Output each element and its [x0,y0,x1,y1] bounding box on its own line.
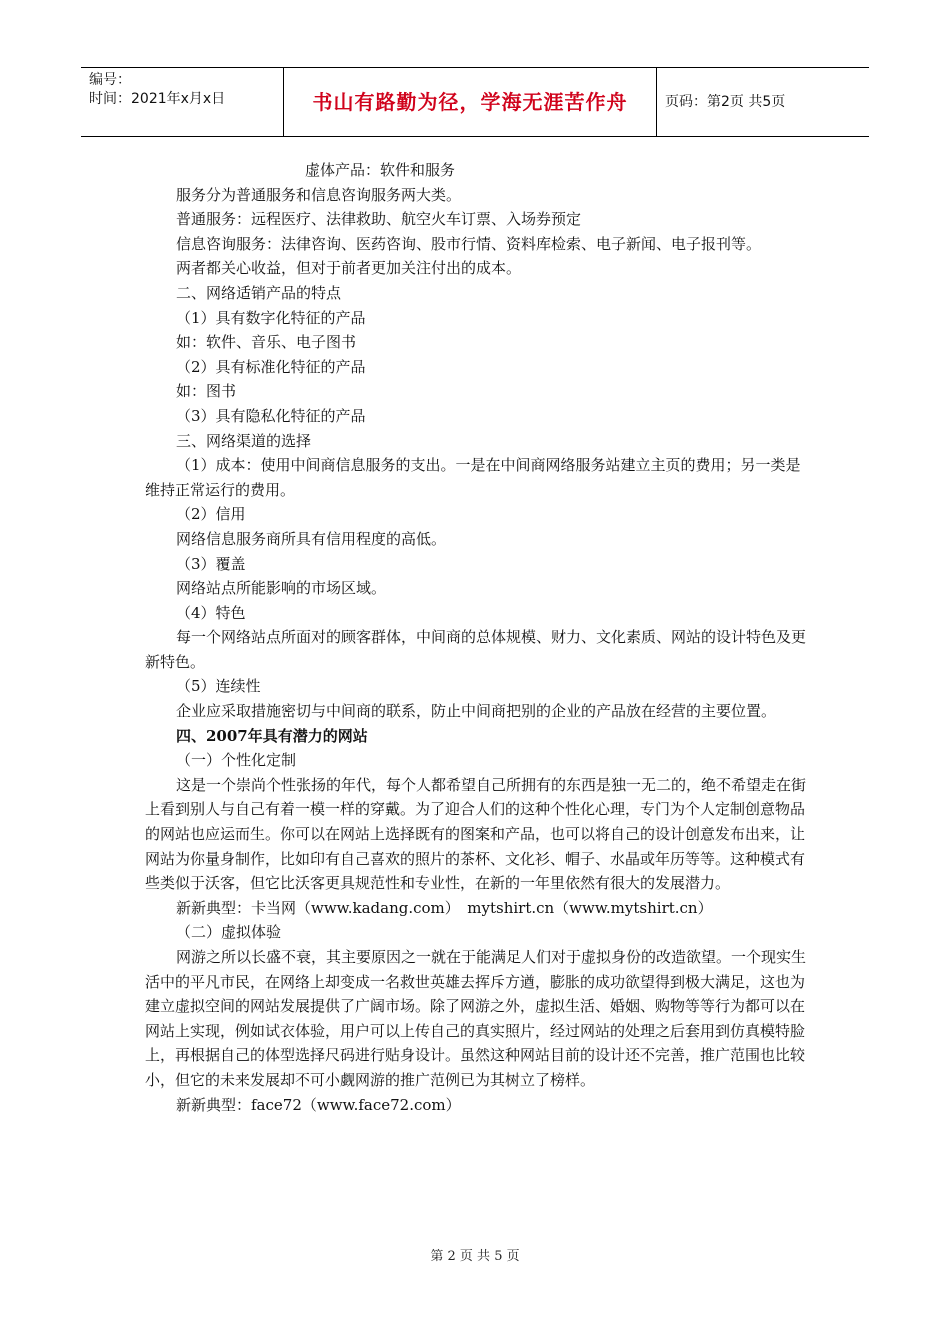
section-heading: 二、网络适销产品的特点 [176,283,342,302]
list-item: （3）覆盖 [176,554,246,573]
paragraph: 新新典型：face72（www.face72.com） [176,1095,461,1114]
list-item: （4）特色 [176,603,246,622]
paragraph: 如：软件、音乐、电子图书 [176,333,357,352]
header-page-number: 页码：第2页 共5页 [665,94,786,110]
paragraph: 如：图书 [176,382,237,401]
list-item: （1）具有数字化特征的产品 [176,308,366,327]
paragraph: 信息咨询服务：法律咨询、医药咨询、股市行情、资料库检索、电子新闻、电子报刊等。 [176,234,762,253]
paragraph: 普通服务：远程医疗、法律救助、航空火车订票、入场券预定 [176,210,582,229]
document-time-label: 时间：2021年x月x日 [89,91,226,107]
list-item: （2）信用 [176,505,246,524]
paragraph: 新新典型：卡当网（www.kadang.com） mytshirt.cn（www.mytshirt.cn） [176,898,713,917]
paragraph: 网络站点所能影响的市场区域。 [176,579,387,598]
paragraph: 虚体产品：软件和服务 [305,161,456,179]
paragraph: 网络信息服务商所具有信用程度的高低。 [176,529,447,548]
document-body [145,158,807,1117]
page-footer: 第 2 页 共 5 页 [430,1249,520,1264]
header-slogan: 书山有路勤为径，学海无涯苦作舟 [284,68,657,136]
subsection-heading: （一）个性化定制 [176,751,297,770]
header-meta [81,68,284,136]
list-item: （5）连续性 [176,677,261,696]
paragraph: 两者都关心收益，但对于前者更加关注付出的成本。 [176,259,522,278]
paragraph: 这是一个崇尚个性张扬的年代，每个人都希望自己所拥有的东西是独一无二的，绝不希望走在街上看到别人与自己有着一模一样的穿戴。为了迎合人们的这种个性化心理，专门为个人定制创意物品的网站也应运而生。你可以在网站上选择既有的图案和产品，也可以将自己的设计创意发布出来，让网站为你量身制作，比如印有自己喜欢的照片的茶杯、文化衫、帽子、水晶或年历等等。这种模式有些类似于沃客，但它比沃客更具规范性和专业性，在新的一年里依然有很大的发展潜力。 [145,775,807,893]
paragraph: 每一个网络站点所面对的顾客群体，中间商的总体规模、财力、文化素质、网站的设计特色及更新特色。 [145,628,807,671]
document-number-label: 编号： [89,72,131,88]
list-item: （3）具有隐私化特征的产品 [176,406,366,425]
paragraph: 企业应采取措施密切与中间商的联系，防止中间商把别的企业的产品放在经营的主要位置。 [176,702,777,721]
paragraph: 服务分为普通服务和信息咨询服务两大类。 [176,185,462,204]
subsection-heading: （二）虚拟体验 [176,923,282,942]
section-heading: 四、2007年具有潜力的网站 [176,726,368,745]
paragraph: 网游之所以长盛不衰，其主要原因之一就在于能满足人们对于虚拟身份的改造欲望。一个现实生活中的平凡市民，在网络上却变成一名救世英雄去挥斥方遒，膨胀的成功欲望得到极大满足，这也为建立虚拟空间的网站发展提供了广阔市场。除了网游之外，虚拟生活、婚姻、购物等等行为都可以在网站上实现，例如试衣体验，用户可以上传自己的真实照片，经过网站的处理之后套用到仿真模特脸上，再根据自己的体型选择尺码进行贴身设计。虽然这种网站目前的设计还不完善，推广范围也比较小，但它的未来发展却不可小觑网游的推广范例已为其树立了榜样。 [145,948,807,1089]
list-item: （1）成本：使用中间商信息服务的支出。一是在中间商网络服务站建立主页的费用；另一类是维持正常运行的费用。 [145,456,801,499]
section-heading: 三、网络渠道的选择 [176,431,312,450]
page-header [81,67,869,137]
list-item: （2）具有标准化特征的产品 [176,357,366,376]
